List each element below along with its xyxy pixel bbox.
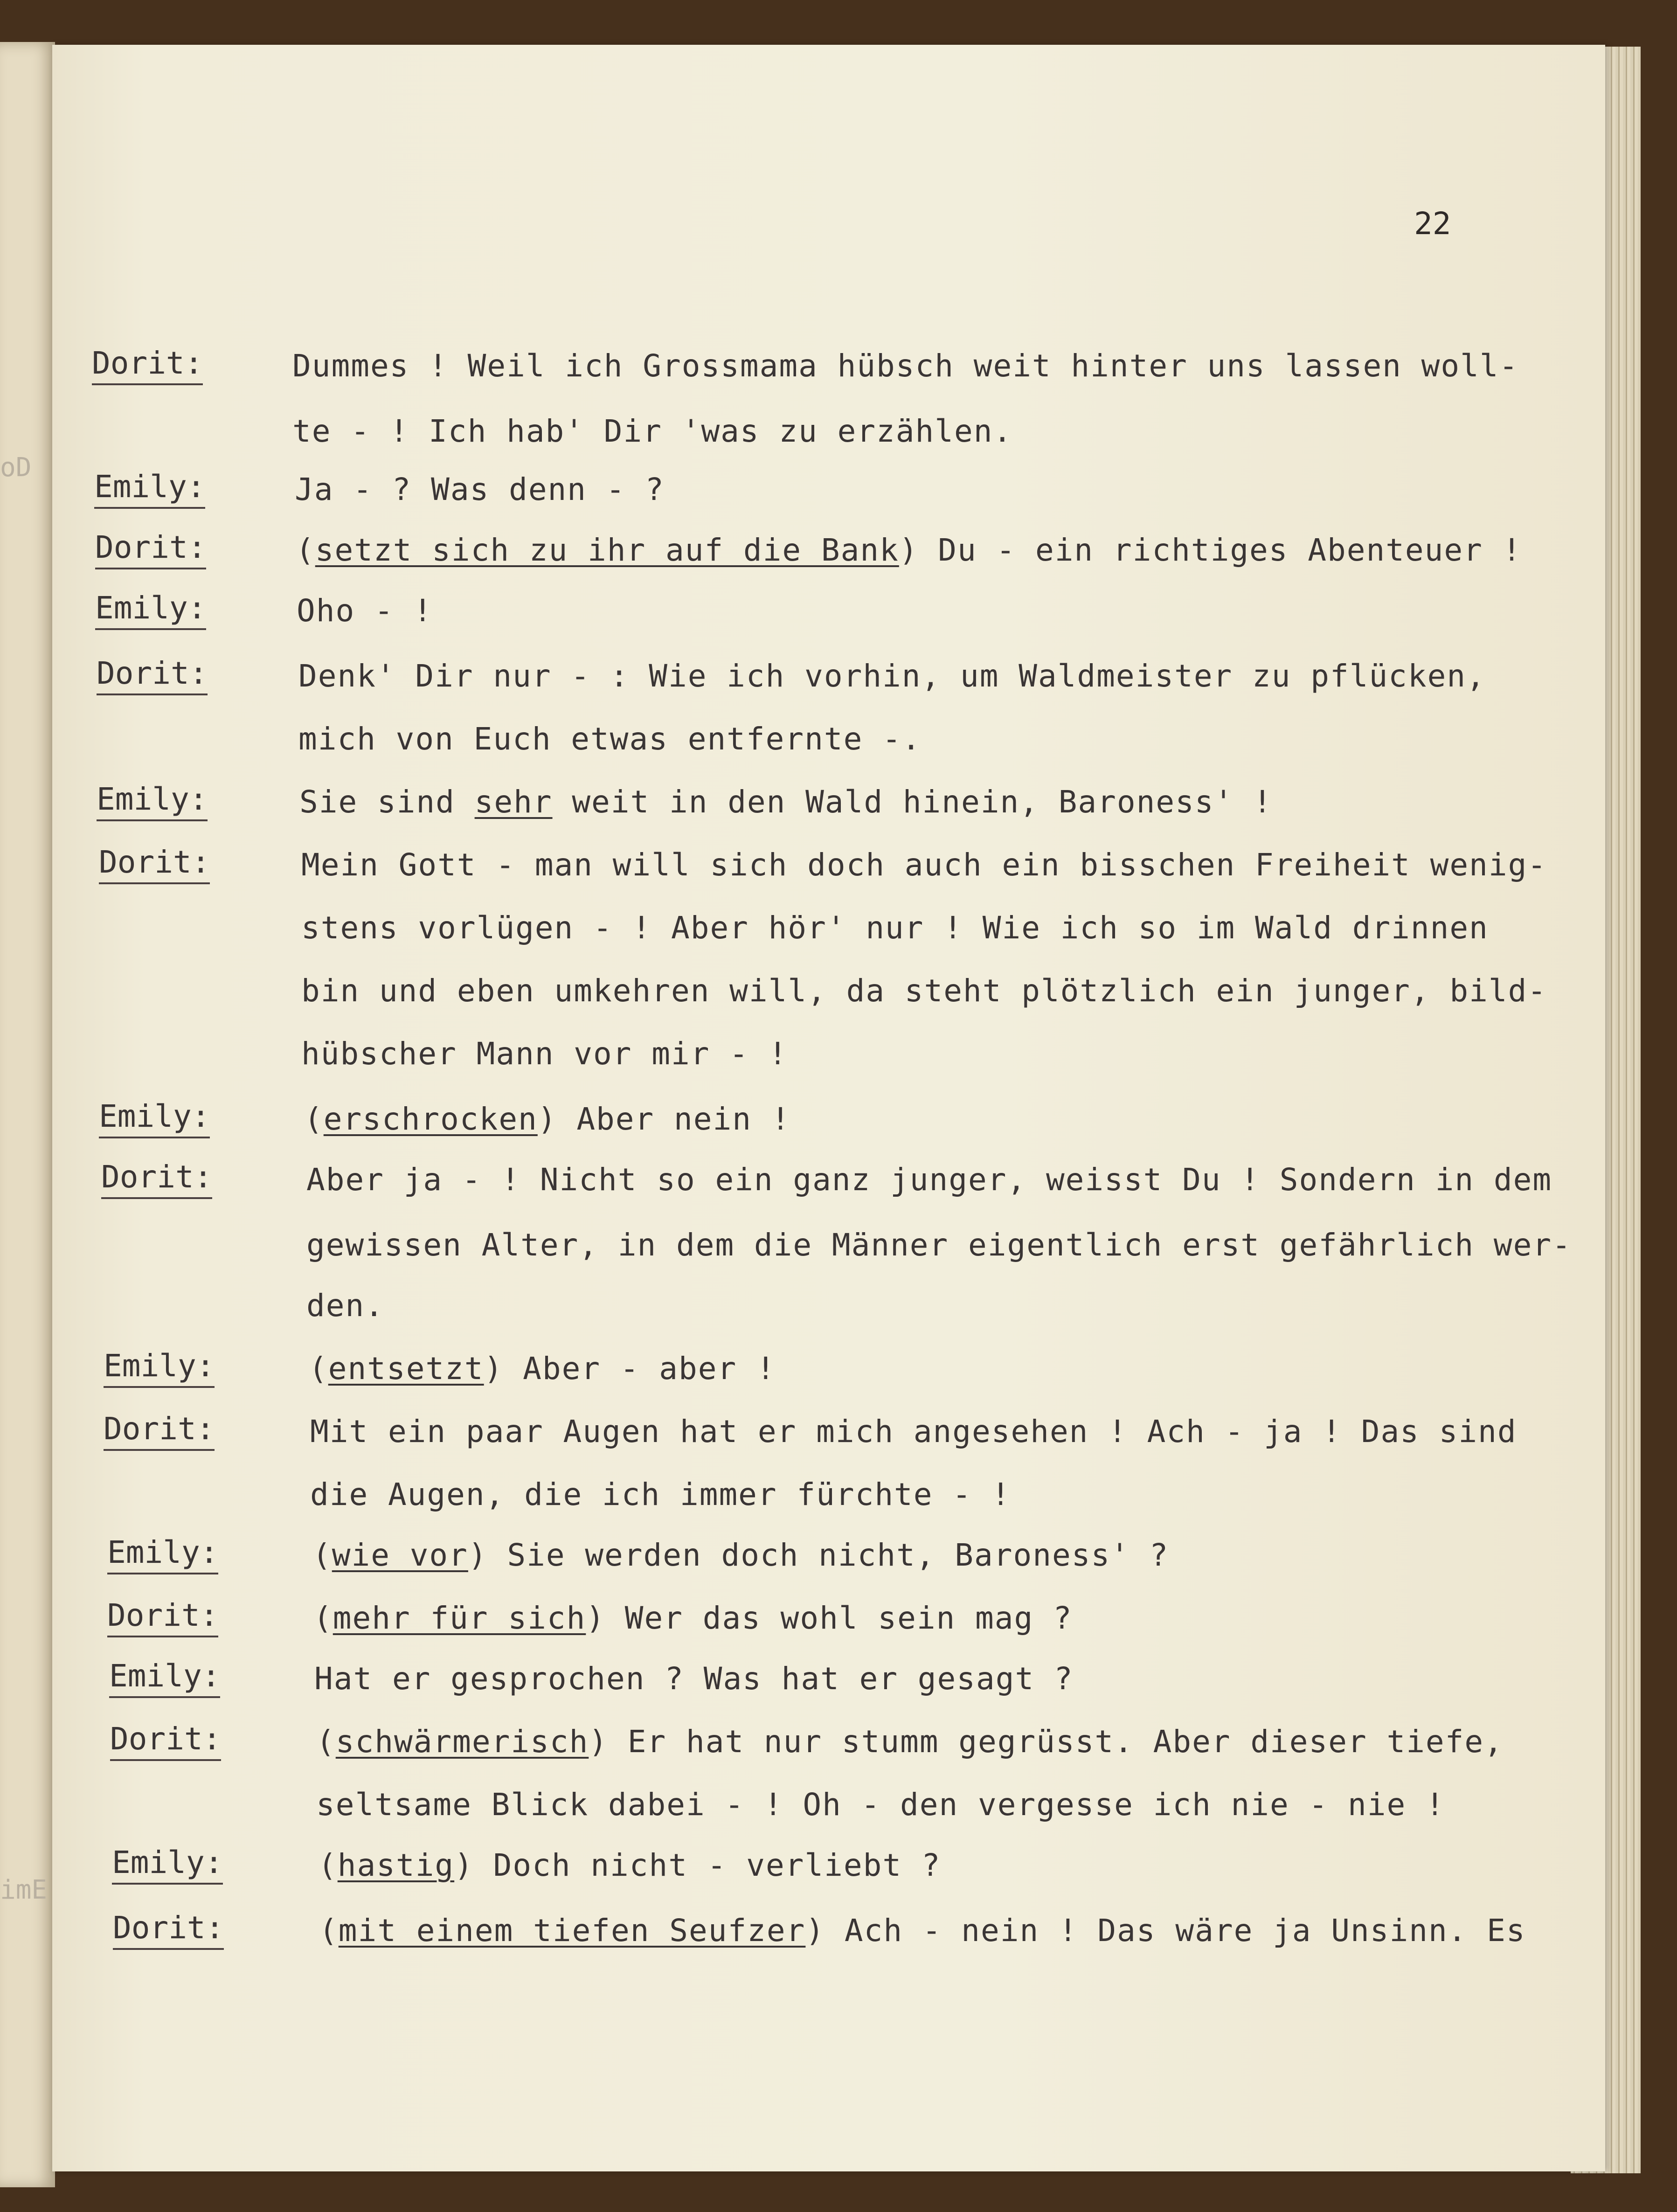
dialogue-text: ) Doch nicht - verliebt ? (454, 1847, 941, 1883)
speaker-label: Dorit: (92, 345, 203, 385)
dialogue-line (301, 973, 1547, 1009)
dialogue-text: hübscher Mann vor mir - ! (301, 1036, 788, 1072)
dialogue-text: ) Du - ein richtiges Abenteuer ! (899, 532, 1522, 568)
speaker-label: Emily: (97, 781, 208, 821)
dialogue-line (313, 1600, 1073, 1636)
dialogue-text: Mit ein paar Augen hat er mich angesehen ! Ach - ja ! Das sind (310, 1414, 1517, 1449)
left-page-edge (0, 42, 55, 2187)
speaker-label: Emily: (107, 1534, 218, 1574)
dialogue-line (295, 472, 665, 507)
dialogue-text: ) Er hat nur stumm gegrüsst. Aber dieser tiefe, (589, 1724, 1504, 1760)
stage-direction: mehr für sich (333, 1600, 586, 1636)
dialogue-line (306, 1227, 1572, 1263)
dialogue-text: Dummes ! Weil ich Grossmama hübsch weit hinter uns lassen woll- (292, 348, 1519, 384)
dialogue-text: stens vorlügen - ! Aber hör' nur ! Wie ich so im Wald drinnen (301, 910, 1489, 946)
typescript-page (52, 45, 1605, 2171)
dialogue-text: ) Aber nein ! (537, 1101, 791, 1137)
dialogue-text: ) Sie werden doch nicht, Baroness' ? (468, 1537, 1169, 1573)
left-edge-fragment: oD (0, 452, 32, 483)
dialogue-line (319, 1913, 1526, 1949)
dialogue-line (310, 1414, 1517, 1449)
stage-direction: hastig (337, 1847, 455, 1883)
dialogue-line (298, 658, 1486, 694)
dialogue-line (301, 847, 1547, 883)
dialogue-text: ) Wer das wohl sein mag ? (586, 1600, 1073, 1636)
dialogue-text: ( (304, 1101, 324, 1137)
dialogue-line (299, 784, 1273, 820)
speaker-label: Emily: (109, 1658, 220, 1698)
speaker-label: Dorit: (110, 1721, 221, 1761)
dialogue-text: ( (318, 1847, 338, 1883)
dialogue-text: ( (316, 1724, 336, 1760)
dialogue-text: ( (313, 1600, 333, 1636)
dialogue-line (297, 593, 433, 629)
stage-direction: mit einem tiefen Seufzer (338, 1913, 806, 1949)
stage-direction: schwärmerisch (335, 1724, 589, 1760)
dialogue-line (301, 910, 1489, 946)
dialogue-line (296, 532, 1522, 568)
dialogue-text: gewissen Alter, in dem die Männer eigentlich erst gefährlich wer- (306, 1227, 1572, 1263)
speaker-label: Dorit: (107, 1597, 218, 1637)
dialogue-text: weit in den Wald hinein, Baroness' ! (552, 784, 1273, 820)
dialogue-line (306, 1288, 384, 1324)
stage-direction: entsetzt (328, 1351, 484, 1387)
speaker-label: Emily: (99, 1098, 210, 1138)
speaker-label: Emily: (104, 1348, 215, 1388)
dialogue-text: Hat er gesprochen ? Was hat er gesagt ? (314, 1661, 1074, 1697)
dialogue-text: ( (296, 532, 315, 568)
speaker-label: Dorit: (95, 529, 206, 569)
speaker-label: Dorit: (97, 655, 208, 695)
dialogue-text: ( (319, 1913, 339, 1949)
dialogue-text: Ja - ? Was denn - ? (295, 472, 665, 507)
dialogue-line (301, 1036, 788, 1072)
speaker-label: Dorit: (99, 844, 210, 884)
dialogue-text: mich von Euch etwas entfernte -. (298, 721, 922, 757)
dialogue-line (314, 1661, 1074, 1697)
dialogue-text: Oho - ! (297, 593, 433, 629)
speaker-label: Dorit: (113, 1910, 224, 1950)
dialogue-line (306, 1162, 1552, 1198)
dialogue-line (310, 1477, 1011, 1512)
stage-direction: erschrocken (323, 1101, 538, 1137)
dialogue-text: den. (306, 1288, 384, 1324)
stage-direction: wie vor (332, 1537, 468, 1573)
dialogue-text: Aber ja - ! Nicht so ein ganz junger, weisst Du ! Sondern in dem (306, 1162, 1552, 1198)
dialogue-line (316, 1724, 1504, 1760)
dialogue-line (316, 1787, 1445, 1823)
speaker-label: Dorit: (104, 1411, 215, 1451)
speaker-label: Emily: (95, 590, 206, 630)
speaker-label: Emily: (94, 469, 205, 509)
dialogue-text: te - ! Ich hab' Dir 'was zu erzählen. (292, 413, 1013, 449)
dialogue-text: die Augen, die ich immer fürchte - ! (310, 1477, 1011, 1512)
dialogue-line (292, 348, 1519, 384)
dialogue-text: Sie sind (299, 784, 475, 820)
dialogue-text: seltsame Blick dabei - ! Oh - den vergesse ich nie - nie ! (316, 1787, 1445, 1823)
dialogue-text: ( (309, 1351, 328, 1387)
stage-direction: sehr (474, 784, 553, 820)
dialogue-line (298, 721, 922, 757)
speaker-label: Emily: (112, 1844, 223, 1885)
stage-direction: setzt sich zu ihr auf die Bank (315, 532, 899, 568)
dialogue-text: ) Aber - aber ! (484, 1351, 776, 1387)
speaker-label: Dorit: (101, 1159, 212, 1199)
dialogue-text: ( (312, 1537, 332, 1573)
dialogue-line (312, 1537, 1169, 1573)
dialogue-text: ) Ach - nein ! Das wäre ja Unsinn. Es (805, 1913, 1526, 1949)
dialogue-line (292, 413, 1013, 449)
dialogue-line (309, 1351, 776, 1387)
dialogue-text: Denk' Dir nur - : Wie ich vorhin, um Waldmeister zu pflücken, (298, 658, 1486, 694)
page-number: 22 (1414, 206, 1451, 242)
dialogue-text: bin und eben umkehren will, da steht plötzlich ein junger, bild- (301, 973, 1547, 1009)
dialogue-line (304, 1101, 791, 1137)
left-edge-fragment: imE (0, 1875, 48, 1905)
dialogue-line (318, 1847, 941, 1883)
dialogue-text: Mein Gott - man will sich doch auch ein bisschen Freiheit wenig- (301, 847, 1547, 883)
